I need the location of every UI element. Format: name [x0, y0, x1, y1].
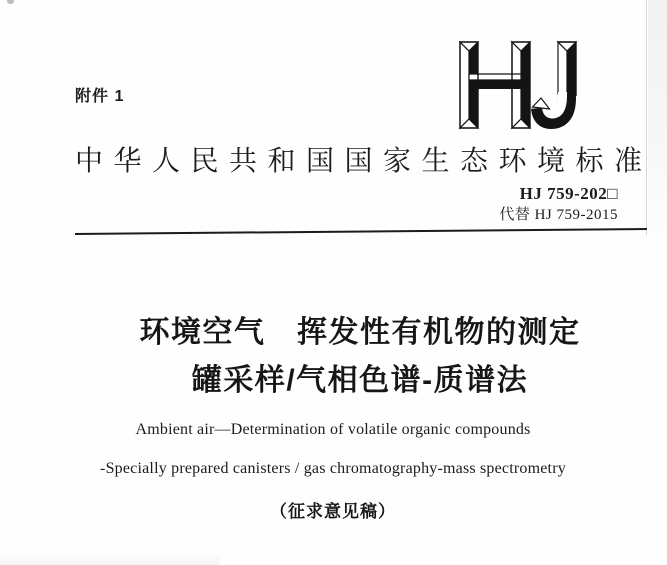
- title-english: [48, 419, 618, 522]
- national-standard-heading: 中华人民共和国国家生态环境标准: [75, 146, 653, 177]
- standard-number-block: [499, 184, 618, 224]
- title-english-line1: Ambient air—Determination of volatile organic compounds: [135, 421, 531, 438]
- title-english-line2: -Specially prepared canisters / gas chromatography-mass spectrometry: [100, 460, 566, 477]
- title-chinese-line1: 环境空气 挥发性有机物的测定: [139, 316, 581, 349]
- title-chinese: [75, 314, 645, 400]
- attachment-label: 附件 1: [75, 88, 125, 105]
- header-rule: [75, 228, 647, 235]
- draft-for-comments-note: （征求意见稿）: [270, 502, 396, 521]
- title-chinese-line2: 罐采样/气相色谱-质谱法: [191, 364, 529, 397]
- scan-speck: [7, 0, 14, 4]
- page-edge-shadow: [648, 0, 667, 250]
- scan-smudge: [0, 552, 220, 565]
- standard-number: HJ 759-202□: [519, 184, 618, 203]
- page-edge-line: [646, 0, 647, 235]
- hj-logo-icon: [455, 36, 593, 132]
- replaces-note: 代替 HJ 759-2015: [499, 207, 618, 223]
